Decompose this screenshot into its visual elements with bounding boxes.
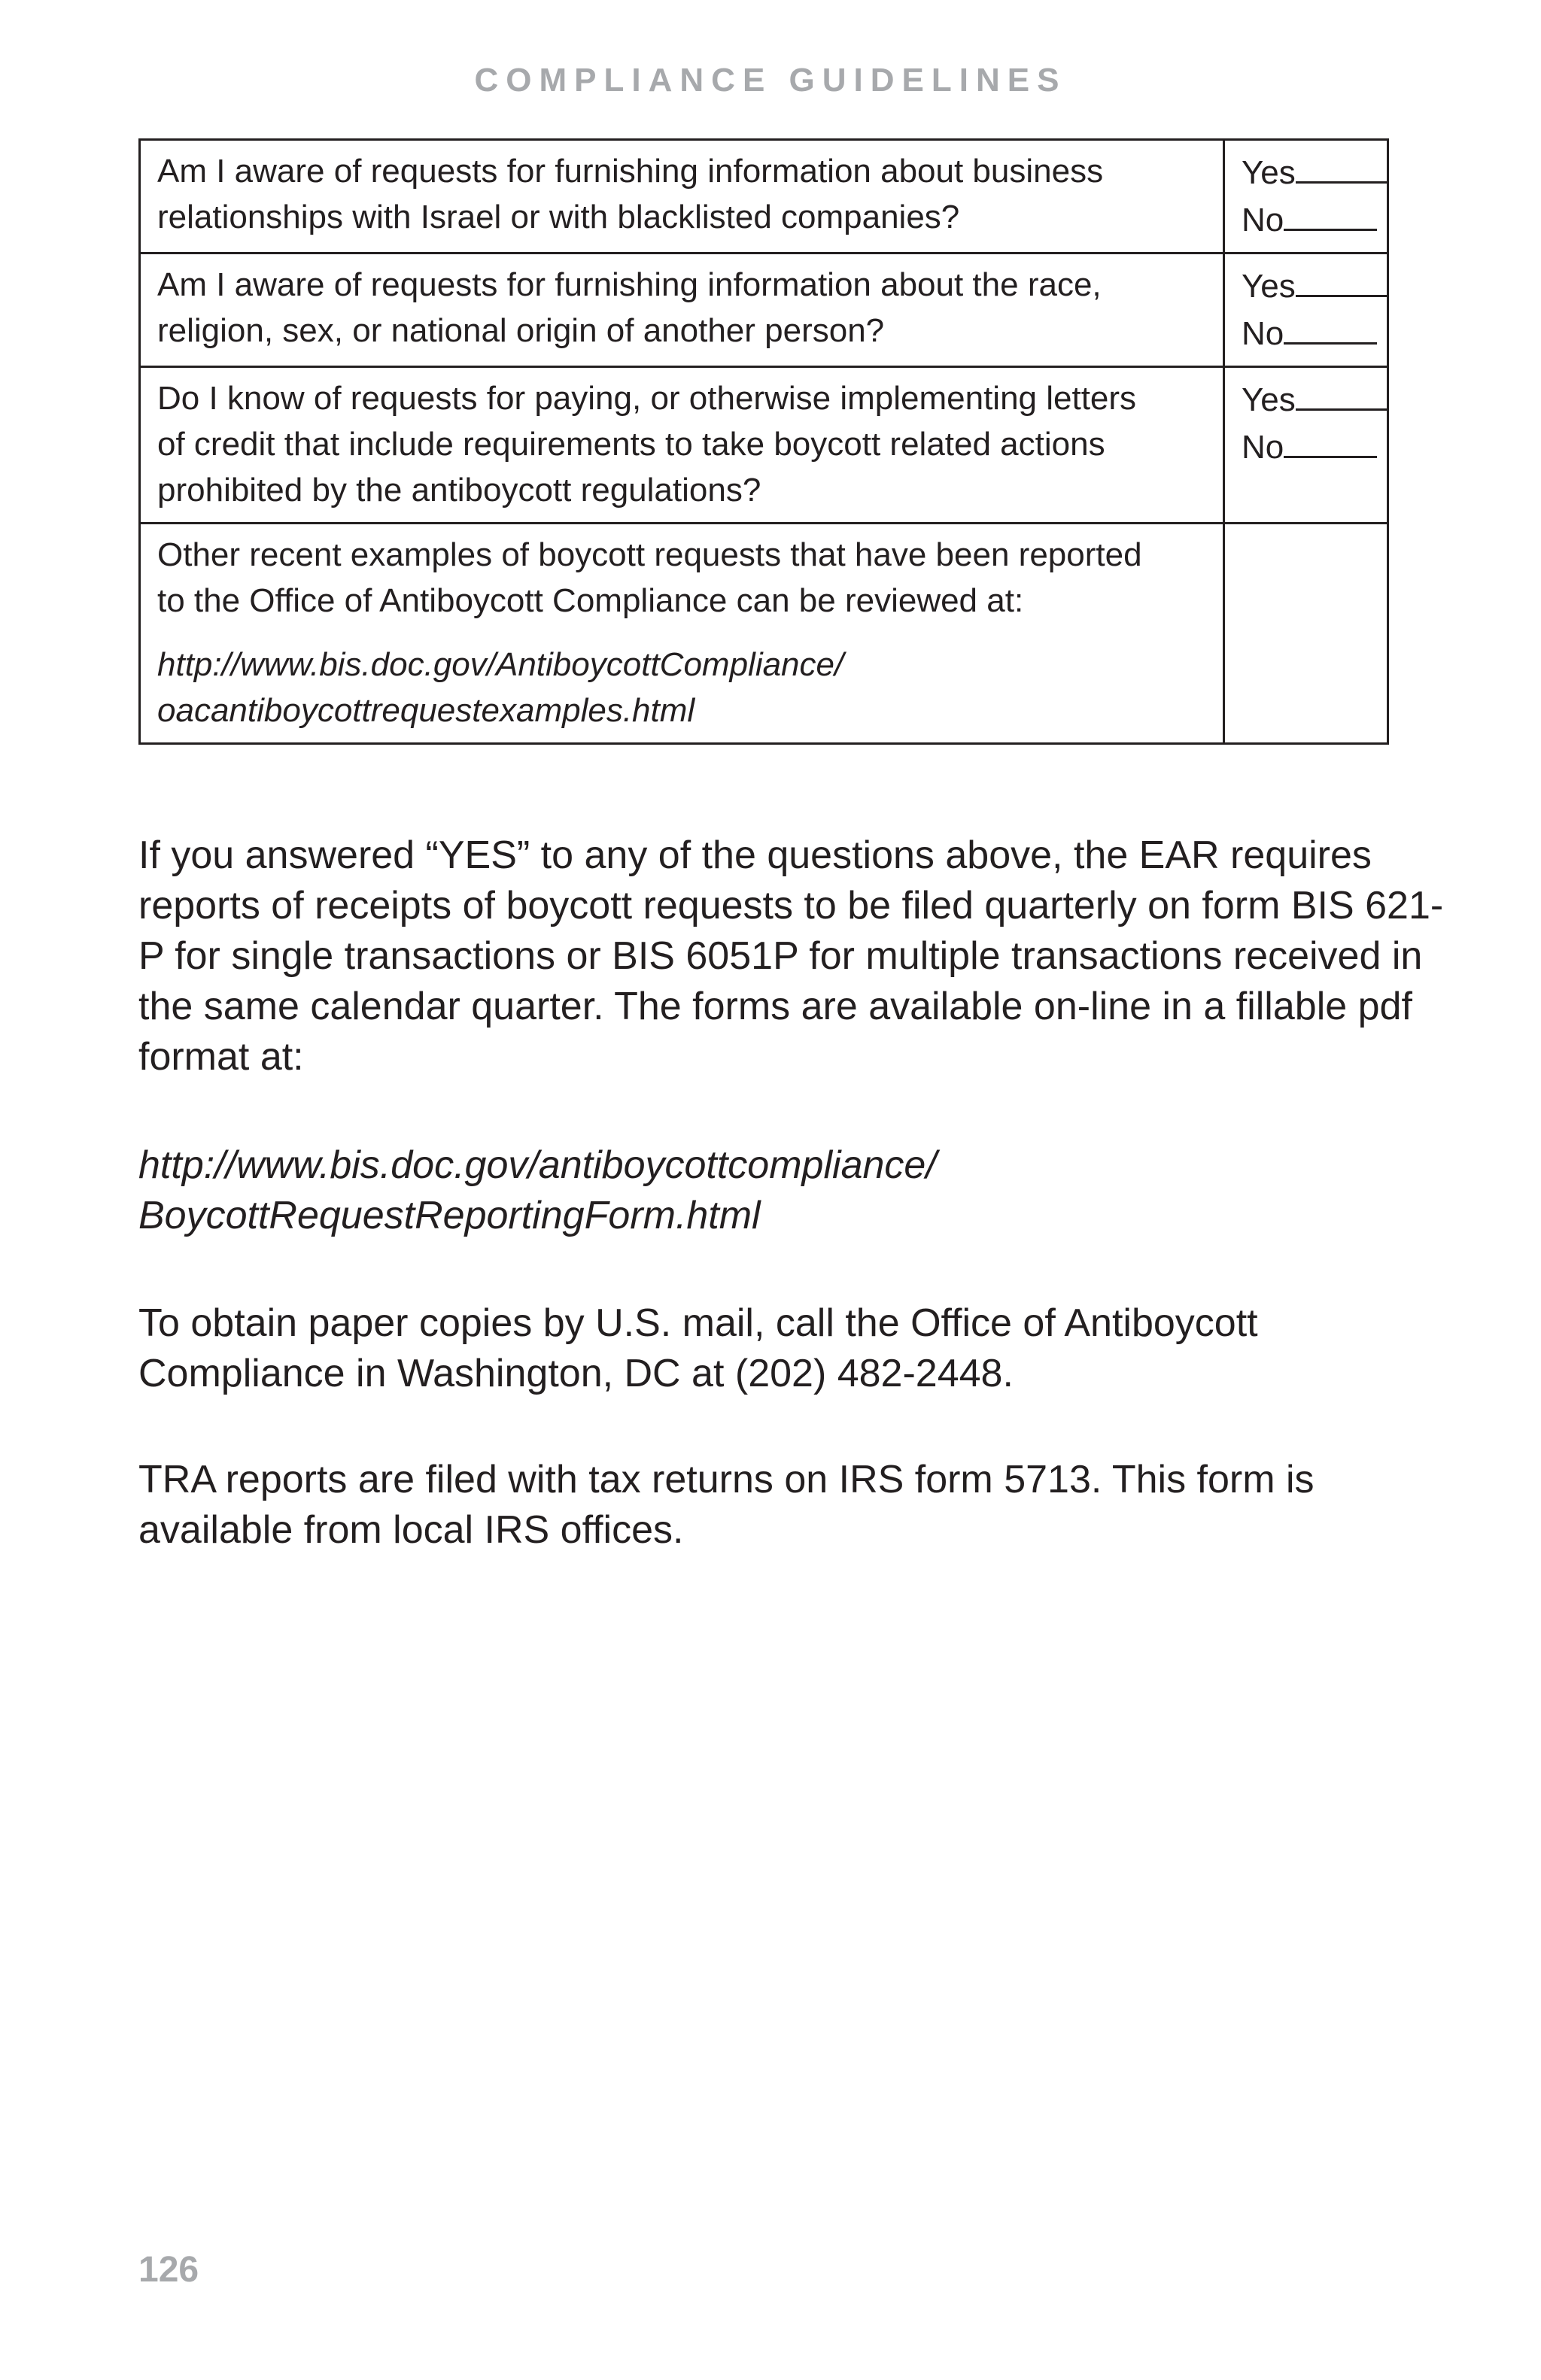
question-line: Am I aware of requests for furnishing information about business	[157, 153, 1104, 190]
question-line: prohibited by the antiboycott regulations?	[157, 472, 761, 508]
table-row	[140, 367, 1388, 524]
yes-field[interactable]	[1242, 375, 1372, 423]
question-line: Do I know of requests for paying, or otherwise implementing letters	[157, 380, 1137, 417]
yes-blank[interactable]	[1296, 262, 1389, 297]
table-row	[140, 253, 1388, 367]
paragraph-line: P for single transactions or BIS 6051P for multiple transactions received in	[138, 934, 1423, 978]
no-label: No	[1242, 429, 1284, 466]
form-url-line[interactable]: BoycottRequestReportingForm.html	[138, 1194, 761, 1237]
paragraph-line: TRA reports are filed with tax returns on IRS form 5713. This form is	[138, 1458, 1315, 1501]
paragraph-line: the same calendar quarter. The forms are available on-line in a fillable pdf	[138, 985, 1412, 1028]
question-line: relationships with Israel or with blacklisted companies?	[157, 199, 960, 235]
compliance-checklist-table	[138, 138, 1389, 745]
yes-label: Yes	[1242, 154, 1296, 191]
examples-line: to the Office of Antiboycott Compliance can be reviewed at:	[157, 582, 1024, 619]
no-label: No	[1242, 315, 1284, 352]
paragraph-line: format at:	[138, 1035, 304, 1079]
no-field[interactable]	[1242, 196, 1372, 243]
paragraph-line: reports of receipts of boycott requests to be filed quarterly on form BIS 621-	[138, 884, 1444, 927]
form-url-line[interactable]: http://www.bis.doc.gov/antiboycottcompliance/	[138, 1143, 937, 1187]
paragraph-line: To obtain paper copies by U.S. mail, call the Office of Antiboycott	[138, 1301, 1258, 1345]
yes-blank[interactable]	[1296, 148, 1389, 184]
running-header: COMPLIANCE GUIDELINES	[474, 62, 1067, 99]
tra-paragraph	[138, 1455, 1403, 1556]
no-field[interactable]	[1242, 309, 1372, 357]
no-blank[interactable]	[1284, 423, 1377, 458]
examples-url-line[interactable]: http://www.bis.doc.gov/AntiboycottCompliance/	[157, 646, 844, 683]
no-field[interactable]	[1242, 423, 1372, 470]
empty-answer-cell	[1224, 524, 1388, 744]
reporting-form-link[interactable]	[138, 1140, 1403, 1241]
question-cell	[140, 367, 1224, 524]
question-line: of credit that include requirements to take boycott related actions	[157, 426, 1105, 463]
table-row	[140, 140, 1388, 253]
yes-blank[interactable]	[1296, 375, 1389, 411]
paragraph-line: Compliance in Washington, DC at (202) 482-2448.	[138, 1352, 1014, 1395]
paragraph-line: available from local IRS offices.	[138, 1508, 684, 1552]
question-line: religion, sex, or national origin of another person?	[157, 312, 885, 349]
reporting-paragraph	[138, 830, 1444, 1082]
no-label: No	[1242, 202, 1284, 238]
answer-cell	[1224, 367, 1388, 524]
answer-cell	[1224, 140, 1388, 253]
examples-line: Other recent examples of boycott requests that have been reported	[157, 536, 1142, 573]
question-cell	[140, 253, 1224, 367]
examples-cell	[140, 524, 1224, 744]
question-cell	[140, 140, 1224, 253]
answer-cell	[1224, 253, 1388, 367]
paragraph-line: If you answered “YES” to any of the questions above, the EAR requires	[138, 833, 1372, 877]
yes-label: Yes	[1242, 268, 1296, 305]
yes-label: Yes	[1242, 381, 1296, 418]
yes-field[interactable]	[1242, 148, 1372, 196]
no-blank[interactable]	[1284, 196, 1377, 231]
paper-copies-paragraph	[138, 1298, 1403, 1399]
examples-url-line[interactable]: oacantiboycottrequestexamples.html	[157, 692, 695, 729]
no-blank[interactable]	[1284, 309, 1377, 345]
yes-field[interactable]	[1242, 262, 1372, 309]
question-line: Am I aware of requests for furnishing information about the race,	[157, 266, 1102, 303]
table-row	[140, 524, 1388, 744]
examples-link[interactable]	[157, 642, 1208, 733]
page-number: 126	[138, 2250, 199, 2290]
